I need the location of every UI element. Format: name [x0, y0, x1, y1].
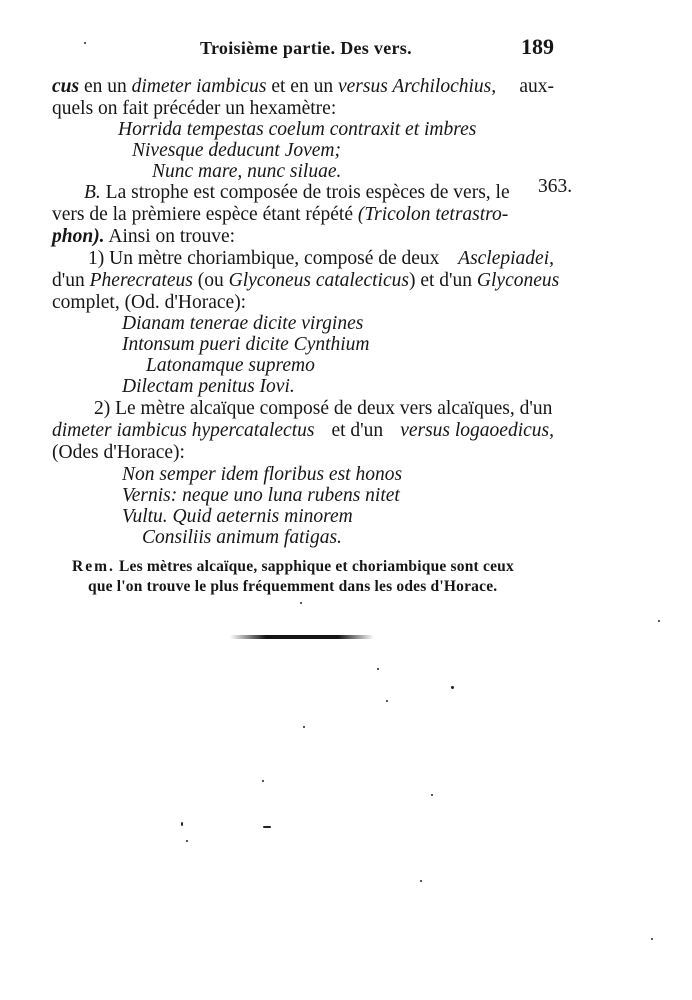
paragraph-b-line-3 — [52, 226, 235, 248]
term-versus-archilochius: versus Archilochius, — [337, 76, 497, 97]
text-segment: vers de la prèmiere espèce étant répété — [52, 204, 358, 225]
scan-speck — [451, 686, 454, 689]
margin-section-number: 363. — [538, 176, 573, 197]
text-line-2: quels on fait précéder un hexamètre: — [52, 98, 337, 119]
running-head: Troisième partie. Des vers. — [200, 38, 412, 58]
scan-speck — [84, 42, 86, 44]
page-number: 189 — [521, 34, 554, 59]
term-glyconeus: Glyconeus — [476, 270, 560, 291]
paragraph-b-line-2 — [52, 204, 508, 226]
text-segment: Ainsi on trouve: — [104, 226, 236, 247]
text-segment: en un — [79, 76, 132, 97]
term-pherecrateus: Pherecrateus — [89, 270, 193, 291]
word-aux: aux- — [519, 76, 554, 97]
section-letter: B. — [84, 182, 101, 203]
scan-speck — [658, 620, 660, 622]
scan-speck — [181, 822, 183, 826]
text-segment: d'un — [52, 270, 90, 291]
item-1-line-1 — [88, 248, 554, 270]
scan-speck — [300, 602, 302, 604]
term-asclepiadei: Asclepiadei, — [458, 248, 554, 269]
term-tricolon: (Tricolon tetrastro- — [357, 204, 509, 225]
text-segment: (ou — [192, 270, 229, 291]
item-2-line-1: 2) Le mètre alcaïque composé de deux vers alcaïques, d'un — [94, 398, 553, 419]
verse-line: Dianam tenerae dicite virgines — [122, 313, 364, 334]
scan-speck — [263, 826, 271, 828]
paragraph-b-line-1 — [84, 182, 530, 204]
remark-text: Les mètres alcaïque, sapphique et choriambique sont ceux — [114, 558, 514, 575]
item-1-line-3: complet, (Od. d'Horace): — [52, 292, 247, 313]
remark-label: Rem. — [72, 558, 115, 575]
text-segment: et en un — [266, 76, 338, 97]
scan-speck — [651, 938, 653, 940]
item-1-line-2 — [52, 270, 559, 292]
item-2-line-2 — [52, 420, 554, 442]
scan-speck — [420, 880, 422, 882]
section-end-rule — [230, 635, 374, 639]
remark-line-2: que l'on trouve le plus fréquemment dans les odes d'Horace. — [88, 578, 498, 595]
verse-line: Non semper idem floribus est honos — [122, 464, 403, 485]
scan-speck — [386, 700, 388, 702]
term-dimeter-iambicus: dimeter iambicus — [131, 76, 267, 97]
scan-speck — [186, 840, 188, 842]
verse-line: Dilectam penitus Iovi. — [122, 376, 295, 397]
verse-line: Horrida tempestas coelum contraxit et imbres — [118, 119, 477, 140]
term-phon: phon). — [52, 226, 105, 247]
verse-line: Intonsum pueri dicite Cynthium — [122, 334, 370, 355]
word-cus: cus — [52, 76, 80, 97]
text-segment: ) et d'un — [408, 270, 477, 291]
scan-speck — [303, 726, 305, 728]
term-glyconeus-catalecticus: Glyconeus catalecticus — [228, 270, 409, 291]
scan-speck — [431, 794, 433, 796]
text-segment: et d'un — [331, 420, 384, 441]
verse-line: Consiliis animum fatigas. — [142, 527, 342, 548]
line-1-left — [52, 76, 496, 98]
scan-speck — [262, 780, 264, 782]
text-segment: 1) Un mètre choriambique, composé de deux — [88, 248, 440, 269]
term-dimeter-hypercatalectus: dimeter iambicus hypercatalectus — [52, 420, 315, 441]
verse-line: Nivesque deducunt Jovem; — [132, 140, 341, 161]
text-segment: La strophe est composée de trois espèces de vers, le — [100, 182, 510, 203]
text-line-1 — [52, 76, 554, 98]
term-versus-logaoedicus: versus logaoedicus, — [400, 420, 554, 441]
verse-line: Latonamque supremo — [146, 355, 315, 376]
remark-line-1 — [72, 558, 514, 576]
verse-line: Nunc mare, nunc siluae. — [152, 161, 342, 182]
scan-speck — [377, 668, 379, 670]
verse-line: Vultu. Quid aeternis minorem — [122, 506, 353, 527]
item-2-line-3: (Odes d'Horace): — [52, 442, 185, 463]
verse-line: Vernis: neque uno luna rubens nitet — [122, 485, 400, 506]
